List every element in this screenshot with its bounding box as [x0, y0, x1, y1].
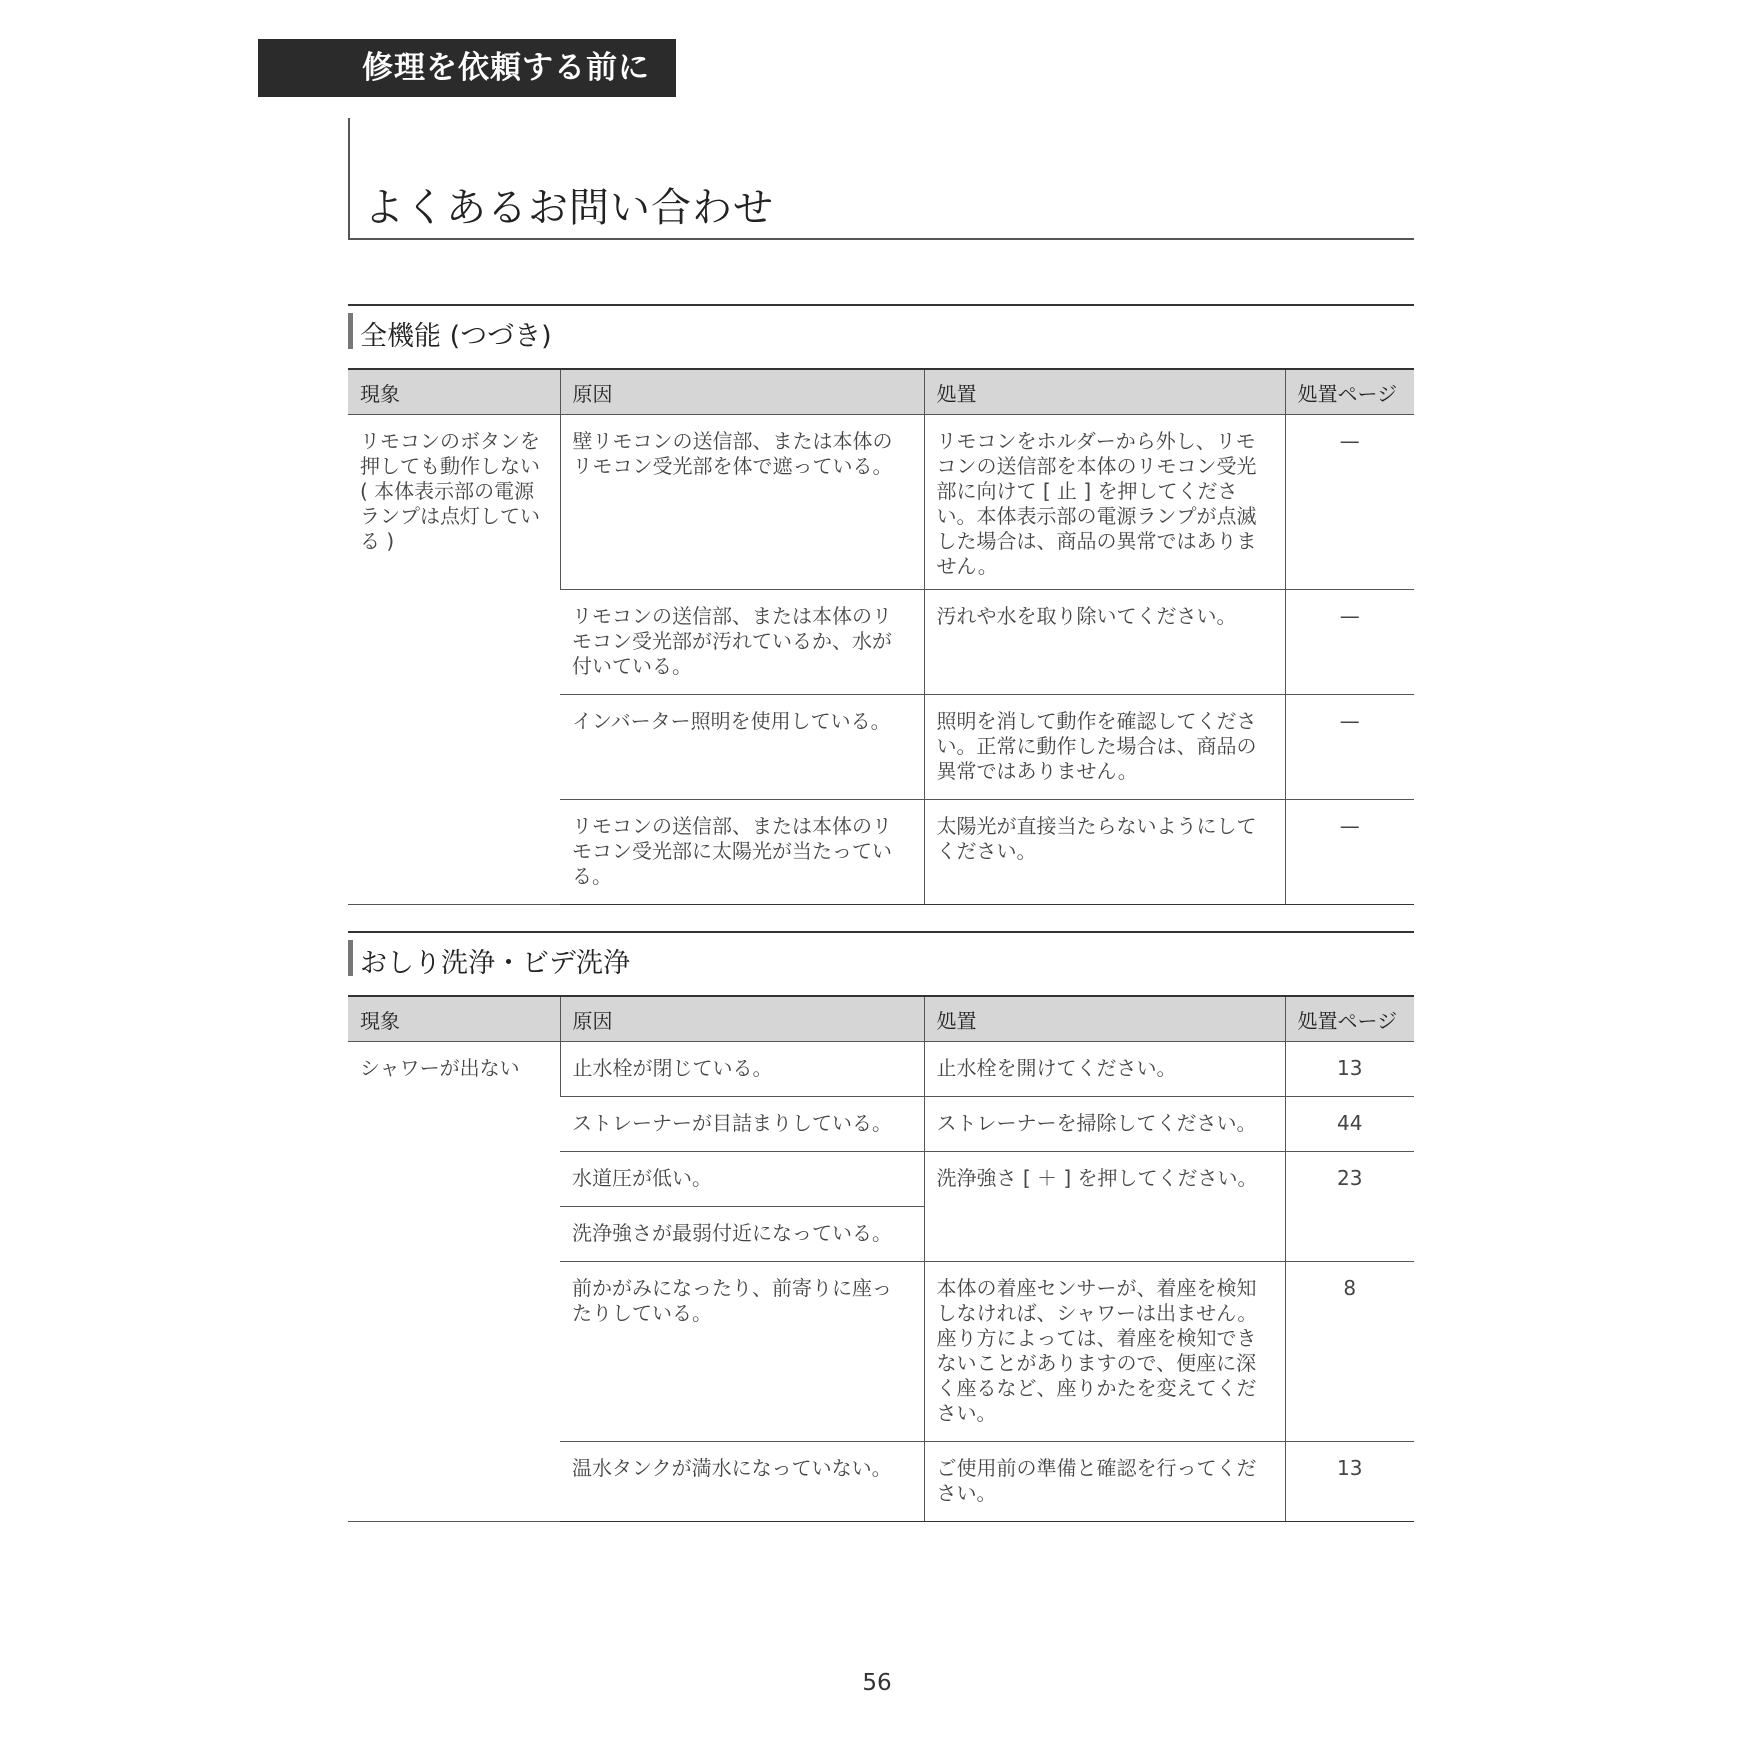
page-cell: 8	[1285, 1262, 1414, 1442]
remedy-cell: ストレーナーを掃除してください。	[924, 1097, 1285, 1152]
cause-cell: 洗浄強さが最弱付近になっている。	[560, 1207, 924, 1262]
remedy-cell: 汚れや水を取り除いてください。	[924, 590, 1285, 695]
chapter-tab	[258, 39, 676, 97]
page-cell: —	[1285, 800, 1414, 905]
page-cell: —	[1285, 590, 1414, 695]
page-cell: 44	[1285, 1097, 1414, 1152]
section-marker	[348, 940, 353, 976]
page-heading-box	[348, 118, 1414, 240]
header-page: 処置ページ	[1285, 996, 1414, 1042]
cause-cell: 止水栓が閉じている。	[560, 1042, 924, 1097]
cause-cell: 水道圧が低い。	[560, 1152, 924, 1207]
page-cell: 13	[1285, 1442, 1414, 1522]
remedy-cell: 本体の着座センサーが、着座を検知しなければ、シャワーは出ません。座り方によっては、着座を検知できないことがありますので、便座に深く座るなど、座りかたを変えてください。	[924, 1262, 1285, 1442]
section-all-functions	[348, 304, 1414, 905]
page-number: 56	[862, 1670, 892, 1696]
page-heading: よくあるお問い合わせ	[364, 185, 774, 231]
table-row	[348, 1042, 1414, 1097]
remedy-cell: 洗浄強さ [ ＋ ] を押してください。	[924, 1152, 1285, 1262]
header-symptom: 現象	[348, 369, 560, 415]
table-row	[348, 415, 1414, 590]
page-cell: 23	[1285, 1152, 1414, 1262]
section-washing	[348, 931, 1414, 1522]
symptom-cell: リモコンのボタンを押しても動作しない( 本体表示部の電源ランプは点灯している )	[348, 415, 560, 905]
remedy-cell: 照明を消して動作を確認してください。正常に動作した場合は、商品の異常ではありません。	[924, 695, 1285, 800]
cause-cell: リモコンの送信部、または本体のリモコン受光部に太陽光が当たっている。	[560, 800, 924, 905]
header-symptom: 現象	[348, 996, 560, 1042]
section-title: 全機能 (つづき)	[360, 321, 552, 352]
remedy-cell: 止水栓を開けてください。	[924, 1042, 1285, 1097]
header-cause: 原因	[560, 369, 924, 415]
chapter-title: 修理を依頼する前に	[362, 50, 650, 86]
remedy-cell: ご使用前の準備と確認を行ってください。	[924, 1442, 1285, 1522]
faq-table	[348, 995, 1414, 1522]
cause-cell: インバーター照明を使用している。	[560, 695, 924, 800]
symptom-cell: シャワーが出ない	[348, 1042, 560, 1522]
header-remedy: 処置	[924, 996, 1285, 1042]
cause-cell: ストレーナーが目詰まりしている。	[560, 1097, 924, 1152]
remedy-cell: 太陽光が直接当たらないようにしてください。	[924, 800, 1285, 905]
section-title-bar	[348, 304, 1414, 364]
header-cause: 原因	[560, 996, 924, 1042]
cause-cell: 温水タンクが満水になっていない。	[560, 1442, 924, 1522]
page-cell: —	[1285, 695, 1414, 800]
cause-cell: 壁リモコンの送信部、または本体のリモコン受光部を体で遮っている。	[560, 415, 924, 590]
table-header-row	[348, 996, 1414, 1042]
cause-cell: リモコンの送信部、または本体のリモコン受光部が汚れているか、水が付いている。	[560, 590, 924, 695]
faq-table	[348, 368, 1414, 905]
header-page: 処置ページ	[1285, 369, 1414, 415]
section-title: おしり洗浄・ビデ洗浄	[360, 948, 630, 979]
page-cell: —	[1285, 415, 1414, 590]
remedy-cell: リモコンをホルダーから外し、リモコンの送信部を本体のリモコン受光部に向けて [ 止 ] を押してください。本体表示部の電源ランプが点滅した場合は、商品の異常ではありません。	[924, 415, 1285, 590]
cause-cell: 前かがみになったり、前寄りに座ったりしている。	[560, 1262, 924, 1442]
table-header-row	[348, 369, 1414, 415]
section-marker	[348, 313, 353, 349]
header-remedy: 処置	[924, 369, 1285, 415]
section-title-bar	[348, 931, 1414, 991]
page-cell: 13	[1285, 1042, 1414, 1097]
